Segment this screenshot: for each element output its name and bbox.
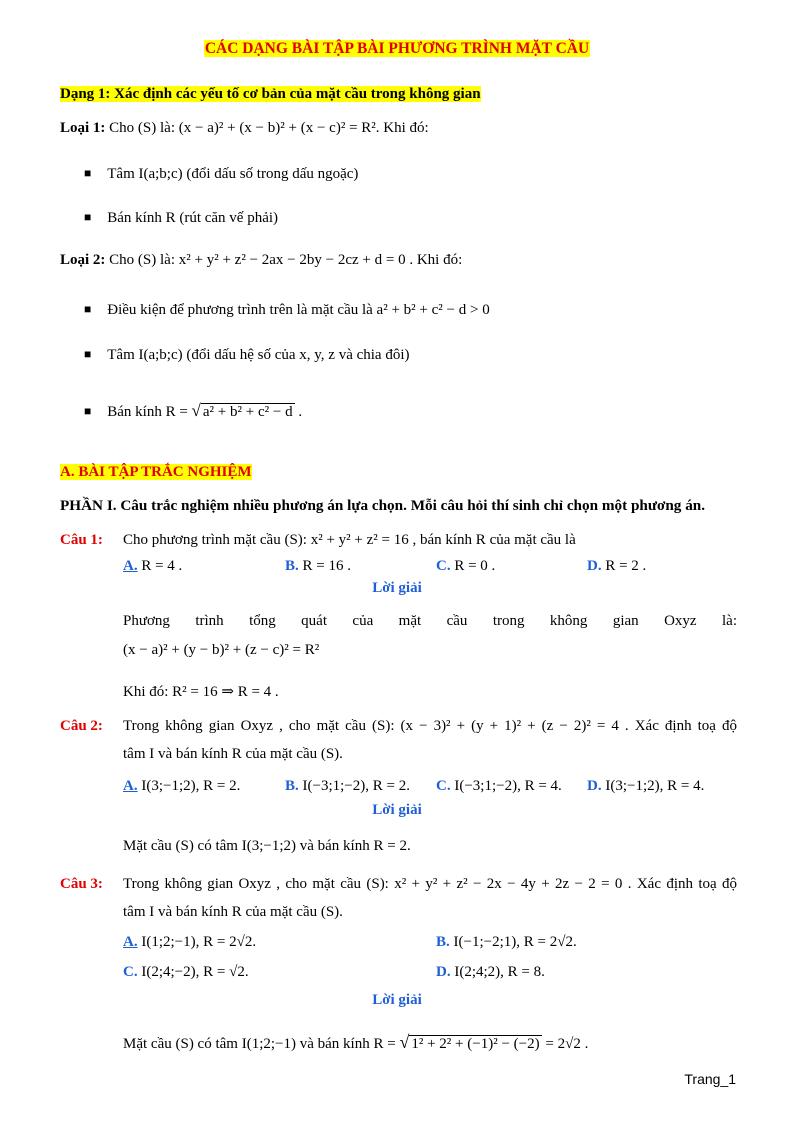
- sqrt-icon: √: [191, 401, 201, 420]
- question-2-option-b[interactable]: B. I(−3;1;−2), R = 2.: [285, 778, 410, 794]
- loai1-line: Loại 1: Cho (S) là: (x − a)² + (x − b)² + (x − c)² = R². Khi đó:: [60, 120, 429, 136]
- loai2-bullet-condition: ■ Điều kiện để phương trình trên là mặt cầu là a² + b² + c² − d > 0: [84, 302, 490, 318]
- question-3-solution-label: Lời giải: [372, 992, 422, 1008]
- question-1-option-c[interactable]: C. R = 0 .: [436, 558, 496, 574]
- bullet-square-icon: ■: [84, 210, 92, 224]
- question-3-solution: Mặt cầu (S) có tâm I(1;2;−1) và bán kính R = √ 1² + 2² + (−1)² − (−2) = 2√2 .: [123, 1032, 589, 1052]
- question-1-option-b[interactable]: B. R = 16 .: [285, 558, 351, 574]
- question-1-option-d[interactable]: D. R = 2 .: [587, 558, 647, 574]
- question-3-option-d[interactable]: D. I(2;4;2), R = 8.: [436, 964, 545, 980]
- page-number: Trang_1: [684, 1071, 736, 1087]
- question-1-solution-line-3: Khi đó: R² = 16 ⇒ R = 4 .: [123, 684, 279, 700]
- question-2-label: Câu 2:: [60, 718, 103, 734]
- loai2-bullet-radius: ■ Bán kính R = √ a² + b² + c² − d .: [84, 401, 303, 420]
- section-a-heading: A. BÀI TẬP TRẮC NGHIỆM: [60, 464, 252, 480]
- question-3-option-b[interactable]: B. I(−1;−2;1), R = 2√2.: [436, 934, 577, 950]
- question-2-option-a[interactable]: A. I(3;−1;2), R = 2.: [123, 778, 241, 794]
- question-3-option-a[interactable]: A. I(1;2;−1), R = 2√2.: [123, 934, 257, 950]
- part1-heading: PHẦN I. Câu trắc nghiệm nhiều phương án lựa chọn. Mỗi câu hỏi thí sinh chỉ chọn một phương án.: [60, 497, 706, 514]
- loai2-line: Loại 2: Cho (S) là: x² + y² + z² − 2ax − 2by − 2cz + d = 0 . Khi đó:: [60, 252, 463, 268]
- question-2-stem-line-2: tâm I và bán kính R của mặt cầu (S).: [123, 746, 343, 762]
- dang1-heading: Dạng 1: Xác định các yếu tố cơ bản của mặt cầu trong không gian: [60, 86, 481, 102]
- question-2-solution-label: Lời giải: [372, 802, 422, 818]
- question-1-solution-label: Lời giải: [372, 580, 422, 596]
- loai1-bullet-radius: ■ Bán kính R (rút căn vế phải): [84, 210, 279, 226]
- question-3-option-c[interactable]: C. I(2;4;−2), R = √2.: [123, 964, 249, 980]
- question-3-stem-line-2: tâm I và bán kính R của mặt cầu (S).: [123, 904, 343, 920]
- question-2-solution: Mặt cầu (S) có tâm I(3;−1;2) và bán kính R = 2.: [123, 838, 411, 854]
- sqrt-icon: √: [399, 1032, 410, 1052]
- question-1-label: Câu 1:: [60, 532, 103, 548]
- bullet-square-icon: ■: [84, 166, 92, 180]
- bullet-square-icon: ■: [84, 347, 92, 361]
- question-2-option-d[interactable]: D. I(3;−1;2), R = 4.: [587, 778, 705, 794]
- question-2-option-c[interactable]: C. I(−3;1;−2), R = 4.: [436, 778, 562, 794]
- bullet-square-icon: ■: [84, 302, 92, 316]
- question-1-stem: Cho phương trình mặt cầu (S): x² + y² + z² = 16 , bán kính R của mặt cầu là: [123, 532, 576, 548]
- question-2-stem-line-1: Trong không gian Oxyz , cho mặt cầu (S): (x − 3)² + (y + 1)² + (z − 2)² = 4 . Xác định toạ độ: [123, 718, 737, 734]
- question-1-solution-line-1: Phương trình tổng quát của mặt cầu trong không gian Oxyz là:: [123, 613, 737, 629]
- question-1-solution-line-2: (x − a)² + (y − b)² + (z − c)² = R²: [123, 642, 320, 658]
- bullet-square-icon: ■: [84, 404, 92, 418]
- question-1-option-a[interactable]: A. R = 4 .: [123, 558, 183, 574]
- page-title: CÁC DẠNG BÀI TẬP BÀI PHƯƠNG TRÌNH MẶT CẦU: [204, 40, 590, 57]
- question-3-label: Câu 3:: [60, 876, 103, 892]
- question-3-stem-line-1: Trong không gian Oxyz , cho mặt cầu (S): x² + y² + z² − 2x − 4y + 2z − 2 = 0 . Xác định toạ độ: [123, 876, 737, 892]
- loai2-bullet-center: ■ Tâm I(a;b;c) (đổi dấu hệ số của x, y, z và chia đôi): [84, 347, 410, 363]
- loai1-bullet-center: ■ Tâm I(a;b;c) (đổi dấu số trong dấu ngoặc): [84, 166, 359, 182]
